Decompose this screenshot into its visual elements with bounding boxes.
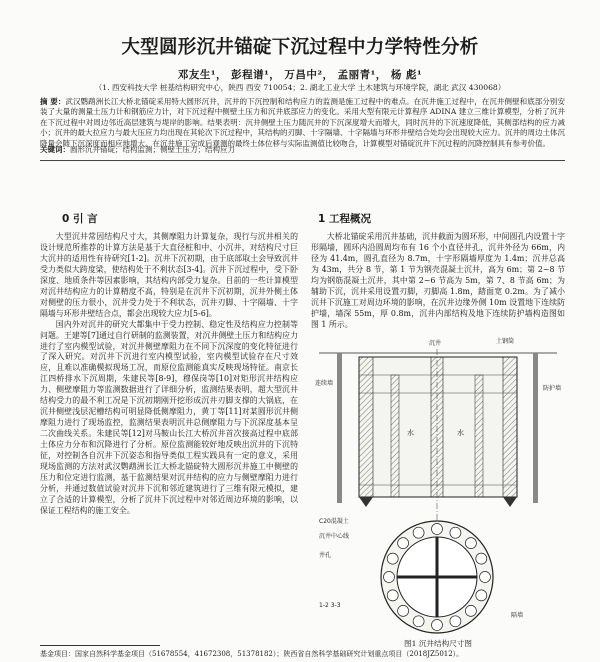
label-left-wall: 连续墙 [315, 380, 334, 387]
wall-left [359, 357, 373, 497]
figure-caption: 图1 沉井结构尺寸图 [404, 639, 472, 648]
label-center: 沉井中心线 [319, 533, 350, 540]
keywords-text: 圆形沉井锚碇；结构监测；侧壁土压力；结构应力 [70, 145, 235, 154]
label-bottom-dims: 1-2 3-3 [319, 602, 341, 609]
label-c-fill: C20混凝土 [319, 518, 349, 525]
intro-paragraph: 国内外对沉井的研究大都集中于受力控制、稳定性及结构应力控制等问题。王建等[7]通过自行研制的监测装置，对沉井侧壁土压力和结构应力进行了室内模型试验，对沉井侧壁摩阻力在不同下沉深度的变化特征进行了深入研究。对沉井下沉进行室内模型试验，室内模型试验存在尺寸效应，且难以准确模拟现场工况，而原位监测能真实反映现场特征。南京长江四桥排水下沉周期，朱建民等[8-9]，穆保岗等[10]对矩形沉井结构应力、侧壁摩阻力等监测数据进行了详细分析，监测结果表明，超大型沉井结构受力的最不利工况是下沉初期刚开挖形成沉井刃脚支撑的大锅底，在沉井侧壁浅层泥槽结构可明显降低侧摩阻力，黄丁等[11]对某圆形沉井侧摩阻力进行了现场监控，监测结果表明沉井总侧摩阻力与下沉深度基本呈二次曲线关系。朱建民等[12]对马鞍山长江大桥沉井首次接高过程中底部土体应力分布和沉降进行了分析。原位监测能较好地反映出沉井的下沉特征，对控制各自沉井下沉姿态和指导类似工程实践具有一定的意义，采用现场监测的方法对武汉鹦鹉洲长江大桥北锚碇特大圆形沉井施工中侧壁的压力和位定进行监测，基于监测结果对沉井结构的应力与侧壁摩阻力进行分析，并通过数值试验对沉井下沉和邻近建筑进行了三维有限元模拟，建立了合适的计算模型，分析了沉井下沉过程中对邻近周边环境的影响，以保证工程结构的施工安全。 [40, 319, 298, 515]
label-top: 土钢筒 [496, 338, 515, 345]
well-hole [432, 620, 443, 631]
paper-title: 大型圆形沉井锚碇下沉过程中力学特性分析 [121, 37, 479, 58]
section-heading-intro: 0 引 言 [62, 213, 98, 225]
well-hole [413, 527, 424, 538]
affiliation: （1. 西安科技大学 桩基结构研究中心，陕西 西安 710054；2. 湖北工业大学 土木建筑与环境学院，湖北 武汉 430068） [94, 83, 506, 92]
caisson-structure-figure [311, 335, 565, 638]
well-hole [398, 538, 409, 549]
funding-footnote: 基金项目：国家自然科学基金项目（51678554，41672308，51378182）；陕西省自然科学基础研究计划重点项目（2018JZ5012）。 [40, 650, 464, 658]
well-hole [476, 553, 487, 564]
header-divider [40, 160, 565, 161]
abstract-label: 摘 要： [40, 97, 66, 106]
section-heading-overview: 1 工程概况 [318, 213, 371, 225]
well-hole [384, 572, 395, 583]
label-right-wall: 防护墙 [543, 385, 562, 392]
label-water-left: 水 [407, 429, 414, 437]
inner-wall-left [391, 375, 399, 497]
keywords [40, 144, 565, 155]
overview-column [311, 232, 565, 331]
protective-wall-right [533, 353, 538, 503]
cutting-edge-right [503, 497, 517, 507]
keywords-label: 关键词： [40, 145, 70, 154]
protective-wall-left [337, 353, 342, 503]
footnote-rule [40, 645, 160, 646]
inner-wall-right [475, 375, 483, 497]
overview-paragraph: 大桥北锚碇采用沉井基础，沉井截面为圆环形，中间圆孔内设置十字形隔墙，圆环内沿圆周均布有 16 个小直径井孔，沉井外径为 66m，内径为 41.4m，圆孔直径为 8.7m，十字形隔墙厚度为 1.4m；沉井总高为 43m，共分 8 节，第 1 节为钢壳混凝土沉井，高为 6m；第 2~8 节均为钢筋混凝土沉井，其中第 2~6 节高为 5m，第 7、8 节高 6m；为辅助下沉，沉井采用设置刃脚，刃脚高 1.8m，踏面宽 0.2m。为了减小沉井下沉施工对周边环境的影响，在沉井边缘外侧 10m 设置地下连续防护墙，墙深 55m，厚 0.8m，沉井内部结构及地下连续防护墙构造图如图 1 所示。 [311, 232, 565, 329]
label-pile: 井孔 [319, 552, 332, 559]
cutting-edge-left [359, 497, 373, 507]
well-hole [465, 605, 476, 616]
well-hole [465, 538, 476, 549]
label-top-edge: 沉井 [429, 340, 442, 347]
well-hole [387, 553, 398, 564]
well-hole [450, 616, 461, 627]
well-hole [450, 527, 461, 538]
abstract [40, 97, 565, 149]
well-hole [480, 572, 491, 583]
well-hole [476, 590, 487, 601]
label-small-note: 隔墙 [511, 612, 524, 619]
intro-paragraph: 大型沉井常因结构尺寸大，其侧摩阻力计算复杂，现行与沉井相关的设计规范所推荐的计算方法是基于大直径桩和中、小沉井，对结构尺寸巨大沉井的适用性有待研究[1-2]。沉井下沉初期，由于底部取土会导致沉井受力类似大跨度梁，使结构处于不利状态[3-4]。沉井下沉过程中，受下卧深度、地质条件等因素影响，其结构内部受力复杂。目前的一些计算模型对沉井结构应力的计算精度不高，特别是在沉井下沉初期，沉井外侧土体对侧壁的压力很小，沉井受力处于不利状态，沉井刃脚、十字隔墙、十字隔墙与环形井壁结合点，都会出现较大应力[5-6]。 [40, 232, 298, 318]
well-hole [432, 524, 443, 535]
intro-column [40, 232, 298, 517]
well-hole [387, 590, 398, 601]
well-hole [398, 605, 409, 616]
author-list: 邓友生¹， 彭程谱¹， 万昌中²， 孟丽青¹， 杨 彪¹ [177, 69, 423, 81]
abstract-text: 武汉鹦鹉洲长江大桥北锚碇采用特大圆形沉井，沉井的下沉控制和结构应力的监测是施工过程中的难点。在沉井施工过程中，在沉井侧壁和底部分别安装了大量的测量土压力计和钢筋应力计，对下沉过程中侧壁土压力和沉井底部应力的变化。采用大型有限元计算程序 ADINA 建立三维计算模型，分析了沉井在下沉过程中对周边邻近高层建筑与堤岸的影响。结果表明：沉井侧壁土压力随沉井的下沉深度增大而增大，同时沉井的下沉速度降低，其侧部结构的应力减小；沉井的最大拉应力与最大压应力均出现在其轮次下沉过程中，其结构的刃脚、十字隔墙、十字隔墙与环形井壁结合处均会出现较大应力。沉井的周边土体沉降量会随下沉深度而相应地增大。在沉井施工完成后观测的最终土体位移与实际监测值比较吻合，计算模型对锚碇沉井下沉过程的沉降控制具有参考价值。 [40, 97, 565, 148]
label-water-right: 水 [457, 429, 464, 437]
well-hole [413, 616, 424, 627]
wall-right [503, 357, 517, 497]
